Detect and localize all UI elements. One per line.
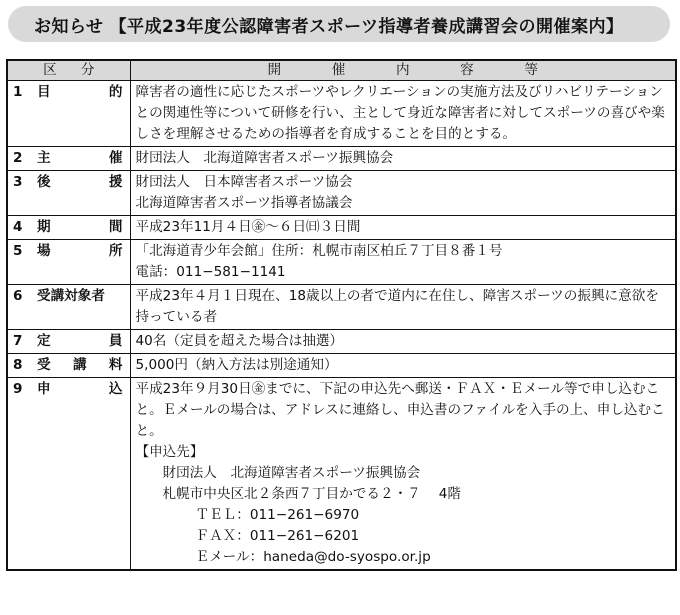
row-number: 9 xyxy=(13,381,23,397)
capacity-text: 40名（定員を超えた場合は抽選） xyxy=(135,333,344,349)
header-right-char: 催 xyxy=(331,62,346,78)
supporter-text: 北海道障害者スポーツ指導者協議会 xyxy=(135,195,353,211)
banner-prefix: お知らせ xyxy=(34,16,104,37)
label-char: 料 xyxy=(108,357,123,373)
header-right-char: 開 xyxy=(267,62,282,78)
header-right-char: 等 xyxy=(524,62,538,78)
application-email: Ｅメール：haneda@do-syospo.or.jp xyxy=(195,549,431,565)
row-label xyxy=(37,355,125,376)
table-row xyxy=(7,147,676,171)
table-row xyxy=(7,285,676,330)
application-destination-heading: 【申込先】 xyxy=(135,444,204,460)
supporter-text: 財団法人 日本障害者スポーツ協会 xyxy=(135,174,353,190)
label-char: 目 xyxy=(37,84,51,100)
row-number: 5 xyxy=(13,243,23,259)
notice-banner xyxy=(8,6,670,42)
header-left-char: 区 xyxy=(43,62,57,78)
application-address: 札幌市中央区北２条西７丁目かでる２・７ 4階 xyxy=(162,486,461,502)
label-char: 受 xyxy=(37,357,51,373)
row-number: 1 xyxy=(13,84,23,100)
row-number: 7 xyxy=(13,333,23,349)
header-category xyxy=(7,60,130,81)
header-right-char: 内 xyxy=(395,62,410,78)
table-row xyxy=(7,240,676,285)
label-char: 後 xyxy=(37,174,51,190)
row-number: 6 xyxy=(13,288,23,304)
row-label xyxy=(37,331,125,352)
application-phone: ＴＥＬ：011−261−6970 xyxy=(195,507,360,523)
header-left-char: 分 xyxy=(80,62,95,78)
organizer-text: 財団法人 北海道障害者スポーツ振興協会 xyxy=(135,150,394,166)
label-char: 申 xyxy=(37,381,51,397)
application-fax: ＦＡＸ：011−261−6201 xyxy=(195,528,360,544)
label-char: 講 xyxy=(72,357,87,373)
label-char: 場 xyxy=(37,243,51,259)
label-char: 員 xyxy=(108,333,123,349)
table-row xyxy=(7,378,676,571)
table-row xyxy=(7,81,676,147)
label-char: 催 xyxy=(108,150,123,166)
eligibility-text: 平成23年４月１日現在、18歳以上の者で道内に在住し、障害スポーツの振興に意欲を持っている者 xyxy=(135,288,659,325)
table-header-row xyxy=(7,60,676,81)
fee-text: 5,000円（納入方法は別途通知） xyxy=(135,357,338,373)
venue-phone: 電話：011−581−1141 xyxy=(135,264,286,280)
period-text: 平成23年11月４日㊎〜６日㈰３日間 xyxy=(135,219,361,235)
label-char: 間 xyxy=(108,219,123,235)
row-number: 4 xyxy=(13,219,23,235)
header-content xyxy=(130,60,676,81)
row-label xyxy=(37,217,125,238)
row-number: 8 xyxy=(13,357,23,373)
label-char: 援 xyxy=(108,174,123,190)
row-label xyxy=(37,172,125,193)
application-org-name: 財団法人 北海道障害者スポーツ振興協会 xyxy=(162,465,421,481)
row-label xyxy=(37,241,125,262)
table-row xyxy=(7,354,676,378)
label-char: 主 xyxy=(37,150,51,166)
table-row xyxy=(7,330,676,354)
label-char: 的 xyxy=(108,84,123,100)
row-label xyxy=(37,148,125,169)
label-char: 期 xyxy=(37,219,51,235)
application-instructions: 平成23年９月30日㊎までに、下記の申込先へ郵送・ＦＡＸ・Ｅメール等で申し込むこと。Ｅメールの場合は、アドレスに連絡し、申込書のファイルを入手の上、申し込むこと。 xyxy=(135,381,665,439)
row-label xyxy=(37,379,125,400)
event-info-table xyxy=(6,59,677,571)
purpose-text: 障害者の適性に応じたスポーツやレクリエーションの実施方法及びリハビリテーションとの関連性等について研修を行い、主として身近な障害者に対してスポーツの喜びや楽しさを理解させるための指導者を育成することを目的とする。 xyxy=(135,84,665,142)
banner-title: 【平成23年度公認障害者スポーツ指導者養成講習会の開催案内】 xyxy=(109,16,624,37)
table-row xyxy=(7,171,676,216)
label-char: 込 xyxy=(108,381,123,397)
venue-text: 「北海道青少年会館」住所：札幌市南区柏丘７丁目８番１号 xyxy=(135,243,503,259)
label-char: 受講対象者 xyxy=(37,288,105,304)
row-label xyxy=(37,82,125,103)
row-number: 2 xyxy=(13,150,23,166)
label-char: 所 xyxy=(108,243,123,259)
row-number: 3 xyxy=(13,174,23,190)
row-label xyxy=(37,286,125,307)
table-row xyxy=(7,216,676,240)
label-char: 定 xyxy=(37,333,51,349)
header-right-char: 容 xyxy=(460,62,474,78)
